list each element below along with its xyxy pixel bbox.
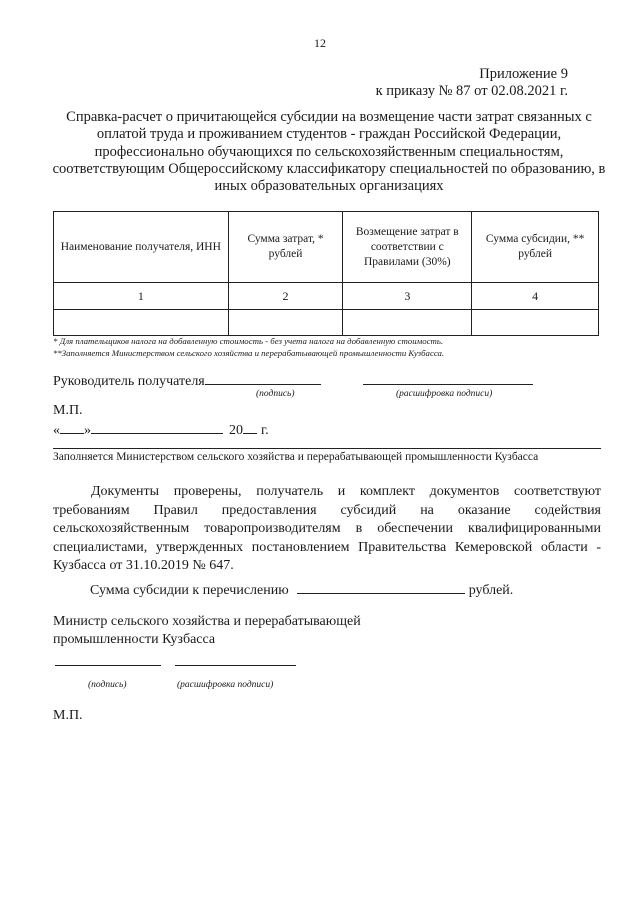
document-title: Справка-расчет о причитающейся субсидии на возмещение части затрат связанных с оплатой труда и проживанием студентов - граждан Российской Федерации, профессионально обучающихся по сельскохозяйственным специальностям, соответствующим Общероссийскому классификатору специальностей по образованию, в иных образовательных организациях xyxy=(52,109,606,195)
footnote-2: **Заполняется Министерством сельского хозяйства и перерабатывающей промышленности Кузбасса. xyxy=(53,347,445,358)
table-header-row xyxy=(54,212,599,283)
appendix-line-1: Приложение 9 xyxy=(479,66,568,82)
calculation-table xyxy=(53,211,599,336)
empty-cell[interactable] xyxy=(228,310,343,336)
manager-label: Руководитель получателя xyxy=(53,374,205,389)
date-line xyxy=(53,421,269,439)
sum-transfer-field[interactable] xyxy=(297,581,465,594)
date-year-field[interactable] xyxy=(243,421,257,434)
manager-signature-line xyxy=(53,372,533,390)
empty-cell[interactable] xyxy=(54,310,229,336)
appendix-header xyxy=(376,66,568,100)
header-subsidy: Сумма субсидии, ** рублей xyxy=(472,212,599,283)
date-month-field[interactable] xyxy=(91,421,223,434)
manager-decoding-field[interactable] xyxy=(363,372,533,385)
column-number-1: 1 xyxy=(54,283,229,310)
sum-transfer-line xyxy=(90,581,513,599)
minister-decoding-field[interactable] xyxy=(175,665,296,666)
date-close-quote: » xyxy=(84,423,91,438)
footnotes xyxy=(53,336,444,359)
date-open-quote: « xyxy=(53,423,60,438)
manager-decoding-caption: (расшифровка подписи) xyxy=(396,389,493,399)
sum-transfer-unit: рублей. xyxy=(468,583,514,598)
stamp-label-2: М.П. xyxy=(53,708,83,723)
appendix-line-2: к приказу № 87 от 02.08.2021 г. xyxy=(375,83,568,99)
divider xyxy=(53,448,601,449)
footnote-1: * Для плательщиков налога на добавленную стоимость - без учета налога на добавленную стоимость. xyxy=(53,336,444,346)
manager-signature-caption: (подпись) xyxy=(256,389,295,399)
verification-text: Документы проверены, получатель и комплект документов соответствуют требованиям Правил предоставления субсидий на оказание содействия сельскохозяйственным товаропроизводителям в обеспечении квалифицированными специалистами, утвержденных постановлением Правительства Кемеровской области - Кузбасса от 31.10.2019 № 647. xyxy=(53,484,601,574)
minister-line-1: Министр сельского хозяйства и перерабатывающей xyxy=(53,614,361,629)
column-number-4: 4 xyxy=(472,283,599,310)
date-year-prefix: 20 xyxy=(229,423,243,438)
date-day-field[interactable] xyxy=(60,421,84,434)
header-costs: Сумма затрат, * рублей xyxy=(228,212,343,283)
page-number: 12 xyxy=(314,36,326,50)
table-number-row xyxy=(54,283,599,310)
header-reimbursement: Возмещение затрат в соответствии с Правилами (30%) xyxy=(343,212,472,283)
column-number-2: 2 xyxy=(228,283,343,310)
minister-block xyxy=(53,613,361,649)
manager-signature-field[interactable] xyxy=(205,372,321,385)
date-year-suffix: г. xyxy=(261,423,269,438)
header-recipient: Наименование получателя, ИНН xyxy=(54,212,229,283)
stamp-label: М.П. xyxy=(53,403,83,418)
table-empty-row xyxy=(54,310,599,336)
minister-decoding-caption: (расшифровка подписи) xyxy=(177,680,274,690)
column-number-3: 3 xyxy=(343,283,472,310)
ministry-note: Заполняется Министерством сельского хозяйства и перерабатывающей промышленности Кузбасса xyxy=(53,451,539,463)
minister-signature-field[interactable] xyxy=(55,665,161,666)
minister-signature-caption: (подпись) xyxy=(88,680,127,690)
minister-line-2: промышленности Кузбасса xyxy=(53,632,216,647)
empty-cell[interactable] xyxy=(472,310,599,336)
empty-cell[interactable] xyxy=(343,310,472,336)
sum-transfer-label: Сумма субсидии к перечислению xyxy=(90,583,289,598)
